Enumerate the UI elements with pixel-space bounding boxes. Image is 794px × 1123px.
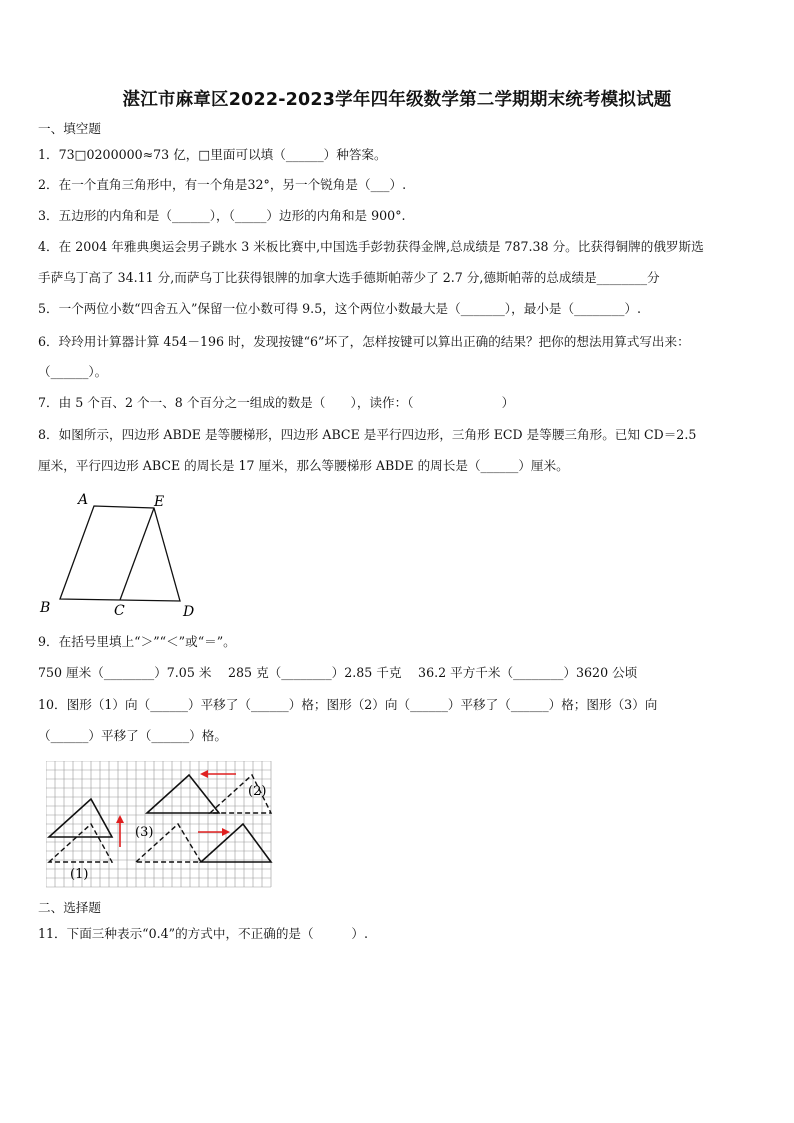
label-e: E (154, 494, 165, 510)
question-8-line1: 8．如图所示，四边形 ABDE 是等腰梯形，四边形 ABCE 是平行四边形，三角形 ECD 是等腰三角形。已知 CD＝2.5 (38, 427, 697, 442)
question-7: 7．由 5 个百、2 个一、8 个百分之一组成的数是（ ），读作：（ ） (38, 395, 515, 410)
question-2: 2．在一个直角三角形中，有一个角是32°，另一个锐角是（___）. (38, 177, 407, 192)
arrow-up-head (116, 815, 124, 823)
question-10-line2: （______）平移了（______）格。 (38, 728, 227, 743)
label-a: A (78, 492, 89, 508)
question-6-line1: 6．玲玲用计算器计算 454－196 时，发现按键“6”坏了，怎样按键可以算出正确的结果？把你的想法用算式写出来： (38, 334, 690, 349)
label-shape-3: (3) (135, 825, 154, 840)
shape-3-final (201, 824, 271, 862)
trapezoid-abde (60, 506, 180, 601)
label-shape-1: (1) (70, 867, 89, 882)
question-6-line2: （______）。 (38, 364, 108, 379)
question-5: 5．一个两位小数“四舍五入”保留一位小数可得 9.5，这个两位小数最大是（_______），最小是（________）. (38, 301, 642, 316)
segment-ce (120, 508, 154, 600)
question-3: 3．五边形的内角和是（______），（_____）边形的内角和是 900°. (38, 208, 406, 223)
label-b: B (40, 600, 51, 616)
question-1: 1．73□0200000≈73 亿，□里面可以填（______）种答案。 (38, 147, 387, 162)
question-8-line2: 厘米，平行四边形 ABCE 的周长是 17 厘米，那么等腰梯形 ABDE 的周长是（______）厘米。 (38, 458, 569, 473)
label-d: D (183, 604, 195, 620)
shape-1-original (49, 824, 112, 862)
label-c: C (114, 603, 125, 619)
question-9-comparisons: 750 厘米（________）7.05 米 285 克（________）2.85 千克 36.2 平方千米（________）3620 公顷 (38, 665, 638, 680)
section-multiple-choice: 二、选择题 (38, 900, 101, 915)
arrow-left-head (200, 770, 208, 778)
question-10-line1: 10．图形（1）向（______）平移了（______）格；图形（2）向（______）平移了（______）格；图形（3）向 (38, 697, 658, 712)
question-11: 11．下面三种表示“0.4”的方式中，不正确的是（ ）. (38, 926, 368, 941)
label-shape-2: (2) (248, 784, 267, 799)
page-title: 湛江市麻章区2022-2023学年四年级数学第二学期期末统考模拟试题 (122, 90, 672, 110)
translation-grid-figure (46, 761, 274, 889)
question-9: 9．在括号里填上“＞”“＜”或“＝”。 (38, 634, 236, 649)
question-4-line1: 4．在 2004 年雅典奥运会男子跳水 3 米板比赛中,中国选手彭勃获得金牌,总成绩是 787.38 分。比获得铜牌的俄罗斯选 (38, 239, 704, 254)
section-fill-in: 一、填空题 (38, 121, 101, 136)
trapezoid-figure (34, 486, 204, 620)
shape-1-final (49, 799, 112, 837)
question-4-line2: 手萨乌丁高了 34.11 分,而萨乌丁比获得银牌的加拿大选手德斯帕蒂少了 2.7 分,德斯帕蒂的总成绩是________分 (38, 270, 660, 285)
